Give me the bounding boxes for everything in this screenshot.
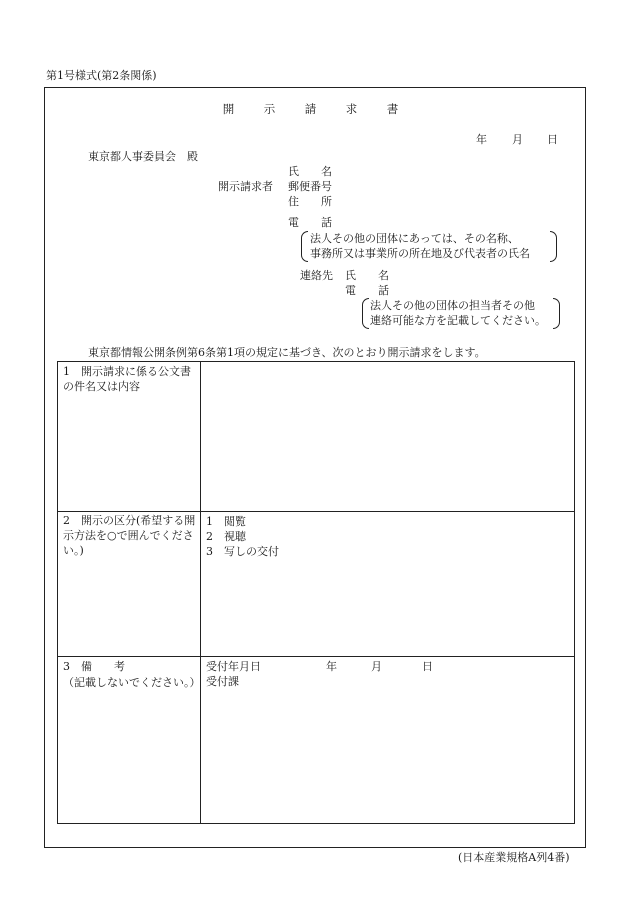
requester-note-line1: 法人その他の団体にあっては、その名称、 bbox=[310, 232, 519, 245]
requester-label: 開示請求者 bbox=[218, 180, 273, 193]
date-month: 月 bbox=[512, 133, 523, 146]
recipient: 東京都人事委員会 殿 bbox=[88, 150, 198, 163]
row2-option-1[interactable]: 1 閲覧 bbox=[206, 515, 246, 528]
contact-note-right-bracket bbox=[553, 298, 560, 329]
contact-note-line2: 連絡可能な方を記載してください。 bbox=[370, 314, 546, 327]
received-dept-label: 受付課 bbox=[206, 675, 239, 688]
table-column-divider bbox=[200, 362, 201, 823]
received-date-label: 受付年月日 bbox=[206, 660, 261, 673]
request-table bbox=[57, 361, 575, 824]
contact-name-label: 氏 名 bbox=[345, 269, 389, 282]
date-day: 日 bbox=[547, 133, 558, 146]
requester-name-label: 氏 名 bbox=[288, 165, 332, 178]
contact-phone-label: 電 話 bbox=[345, 284, 389, 297]
contact-note-line1: 法人その他の団体の担当者その他 bbox=[370, 299, 535, 312]
received-date-day: 日 bbox=[422, 660, 433, 673]
requester-note-right-bracket bbox=[550, 231, 557, 262]
row2-option-3[interactable]: 3 写しの交付 bbox=[206, 545, 279, 558]
form-title: 開 示 請 求 書 bbox=[222, 102, 408, 116]
received-date-month: 月 bbox=[371, 660, 382, 673]
row2-option-2[interactable]: 2 視聴 bbox=[206, 530, 246, 543]
table-row-divider-1 bbox=[58, 511, 574, 512]
form-number: 第1号様式(第2条関係) bbox=[46, 69, 157, 82]
date-year: 年 bbox=[476, 133, 487, 146]
table-row-divider-2 bbox=[58, 656, 574, 657]
request-statement: 東京都情報公開条例第6条第1項の規定に基づき、次のとおり開示請求をします。 bbox=[88, 346, 486, 359]
requester-note-left-bracket bbox=[301, 231, 308, 262]
received-date-year: 年 bbox=[326, 660, 337, 673]
row3-note: （記載しないでください。） bbox=[63, 676, 201, 689]
row1-content-field[interactable] bbox=[206, 364, 568, 507]
row3-label: 3 備 考 bbox=[63, 660, 125, 673]
contact-note-left-bracket bbox=[362, 298, 369, 329]
row1-label: 1 開示請求に係る公文書の件名又は内容 bbox=[63, 365, 191, 393]
contact-label: 連絡先 bbox=[300, 269, 333, 282]
requester-phone-label: 電 話 bbox=[288, 216, 332, 229]
row2-label: 2 開示の区分(希望する開示方法を○で囲んでください。) bbox=[63, 514, 196, 557]
requester-postal-label: 郵便番号 bbox=[288, 180, 332, 193]
requester-address-label: 住 所 bbox=[288, 195, 332, 208]
requester-note-line2: 事務所又は事業所の所在地及び代表者の氏名 bbox=[310, 247, 530, 260]
paper-size-note: (日本産業規格A列4番) bbox=[458, 851, 570, 864]
